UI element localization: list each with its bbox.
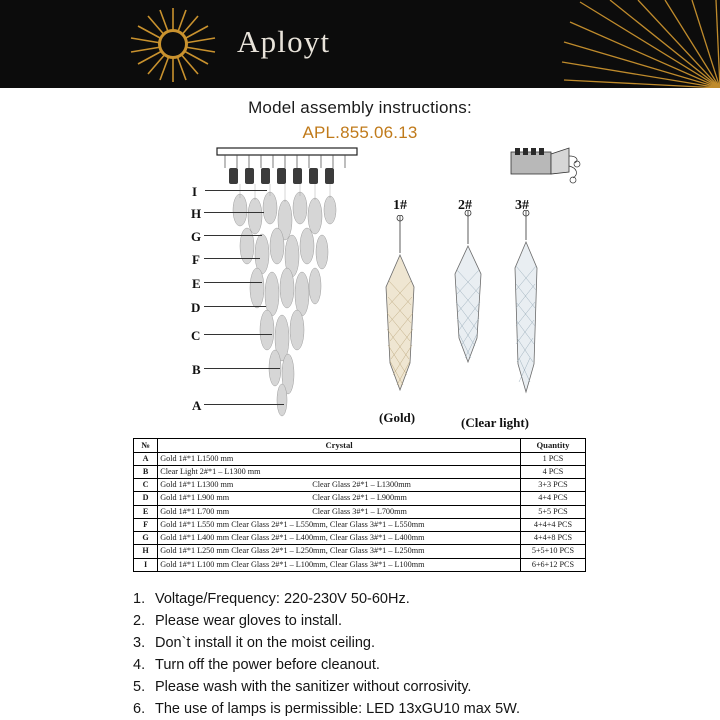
title-line-2: APL.855.06.13 [302,123,418,142]
row-crystal-a: Gold 1#*1 L250 mm Clear Glass 2#*1 – L250mm, Clear Glass 3#*1 – L250mm [160,546,425,556]
lamp-label-3: 3# [515,198,529,213]
row-crystal-a: Gold 1#*1 L400 mm Clear Glass 2#*1 – L400mm, Clear Glass 3#*1 – L400mm [160,533,425,543]
callout-letter-I: I [192,184,198,199]
row-crystal [158,465,521,478]
row-crystal [158,452,521,465]
row-crystal [158,492,521,505]
callout-letter-F: F [192,252,200,267]
row-quantity: 3+3 PCS [520,479,585,492]
list-item [133,588,693,610]
note-text: Turn off the power before cleanout. [155,657,380,673]
note-number: 6. [133,701,146,717]
assembly-diagram [0,140,720,430]
row-crystal [158,558,521,571]
table-row [134,518,586,531]
table-row [134,479,586,492]
list-item [133,676,693,698]
parts-table [133,438,586,572]
row-letter: E [134,505,158,518]
note-text: Please wash with the sanitizer without corrosivity. [155,679,472,695]
row-crystal-b: Clear Glass 3#*1 – L700mm [312,506,407,516]
table-row [134,545,586,558]
row-crystal-a: Gold 1#*1 L1300 mm [160,480,234,490]
row-letter: F [134,518,158,531]
row-letter: I [134,558,158,571]
header-crystal: Crystal [158,439,521,453]
list-item [133,698,693,720]
crystal-part-2-drawing [440,210,496,380]
page-title [0,98,720,143]
title-line-1: Model assembly instructions: [248,98,472,117]
row-quantity: 4+4+8 PCS [520,532,585,545]
callout-letter-H: H [191,206,202,221]
corner-rays-decoration [460,0,720,88]
row-crystal [158,479,521,492]
crystal-part-3-drawing [500,210,552,410]
row-crystal-a: Gold 1#*1 L700 mm [160,506,230,516]
logo-core-circle [158,29,188,59]
table-header-row [134,439,586,453]
callout-letter-C: C [191,328,201,343]
callout-letter-D: D [191,300,201,315]
row-letter: C [134,479,158,492]
header-no: № [134,439,158,453]
row-quantity: 4+4+4 PCS [520,518,585,531]
row-crystal-b: Clear Glass 2#*1 – L1300mm [312,480,411,490]
row-quantity: 5+5+10 PCS [520,545,585,558]
power-driver-illustration [503,146,593,196]
table-row [134,558,586,571]
leader-line-D [204,306,266,307]
row-crystal-a: Gold 1#*1 L550 mm Clear Glass 2#*1 – L550mm, Clear Glass 3#*1 – L550mm [160,519,425,529]
header-banner [0,0,720,88]
row-letter: D [134,492,158,505]
row-crystal-a: Gold 1#*1 L1500 mm [160,453,234,463]
note-number: 2. [133,613,146,629]
note-text: The use of lamps is permissible: LED 13xGU10 max 5W. [155,701,521,717]
leader-line-C [204,334,272,335]
leader-line-F [204,258,260,259]
list-item [133,632,693,654]
row-quantity: 4+4 PCS [520,492,585,505]
row-crystal-a: Gold 1#*1 L900 mm [160,493,230,503]
row-quantity: 4 PCS [520,465,585,478]
row-quantity: 6+6+12 PCS [520,558,585,571]
table-row [134,505,586,518]
row-quantity: 1 PCS [520,452,585,465]
lamp-label-1: 1# [393,198,407,213]
row-quantity: 5+5 PCS [520,505,585,518]
row-crystal-a: Gold 1#*1 L100 mm Clear Glass 2#*1 – L100mm, Clear Glass 3#*1 – L100mm [160,559,425,569]
note-number: 3. [133,635,146,651]
row-crystal-b [312,467,518,477]
leader-line-B [204,368,280,369]
parts-table-container [133,438,586,572]
brand-name: Aployt [237,24,331,59]
row-crystal-b: Clear Glass 2#*1 – L900mm [312,493,407,503]
crystal-part-1-drawing [370,215,430,410]
callout-letter-B: B [192,362,201,377]
table-row [134,465,586,478]
note-number: 1. [133,591,146,607]
row-letter: A [134,452,158,465]
row-letter: H [134,545,158,558]
callout-letter-A: A [192,398,202,413]
row-crystal [158,545,521,558]
callout-letter-G: G [191,229,202,244]
table-row [134,452,586,465]
list-item [133,610,693,632]
callout-letter-E: E [192,276,201,291]
list-item [133,654,693,676]
note-text: Don`t install it on the moist ceiling. [155,635,376,651]
leader-line-E [204,282,262,283]
leader-line-H [204,212,264,213]
header-quantity: Quantity [520,439,585,453]
row-crystal-b [312,454,518,464]
row-crystal [158,532,521,545]
row-crystal [158,505,521,518]
instructions-list [133,588,693,720]
note-number: 4. [133,657,146,673]
note-number: 5. [133,679,146,695]
lamp-label-2: 2# [458,198,472,213]
caption-gold: (Gold) [379,410,416,425]
table-row [134,492,586,505]
row-letter: G [134,532,158,545]
chandelier-illustration [205,142,370,427]
leader-line-G [204,235,262,236]
leader-line-A [204,404,284,405]
note-text: Voltage/Frequency: 220-230V 50-60Hz. [155,591,410,607]
note-text: Please wear gloves to install. [155,613,342,629]
leader-line-I [205,190,267,191]
row-crystal-a: Clear Light 2#*1 – L1300 mm [160,466,261,476]
caption-clear-light: (Clear light) [461,415,529,430]
row-crystal [158,518,521,531]
row-letter: B [134,465,158,478]
table-row [134,532,586,545]
